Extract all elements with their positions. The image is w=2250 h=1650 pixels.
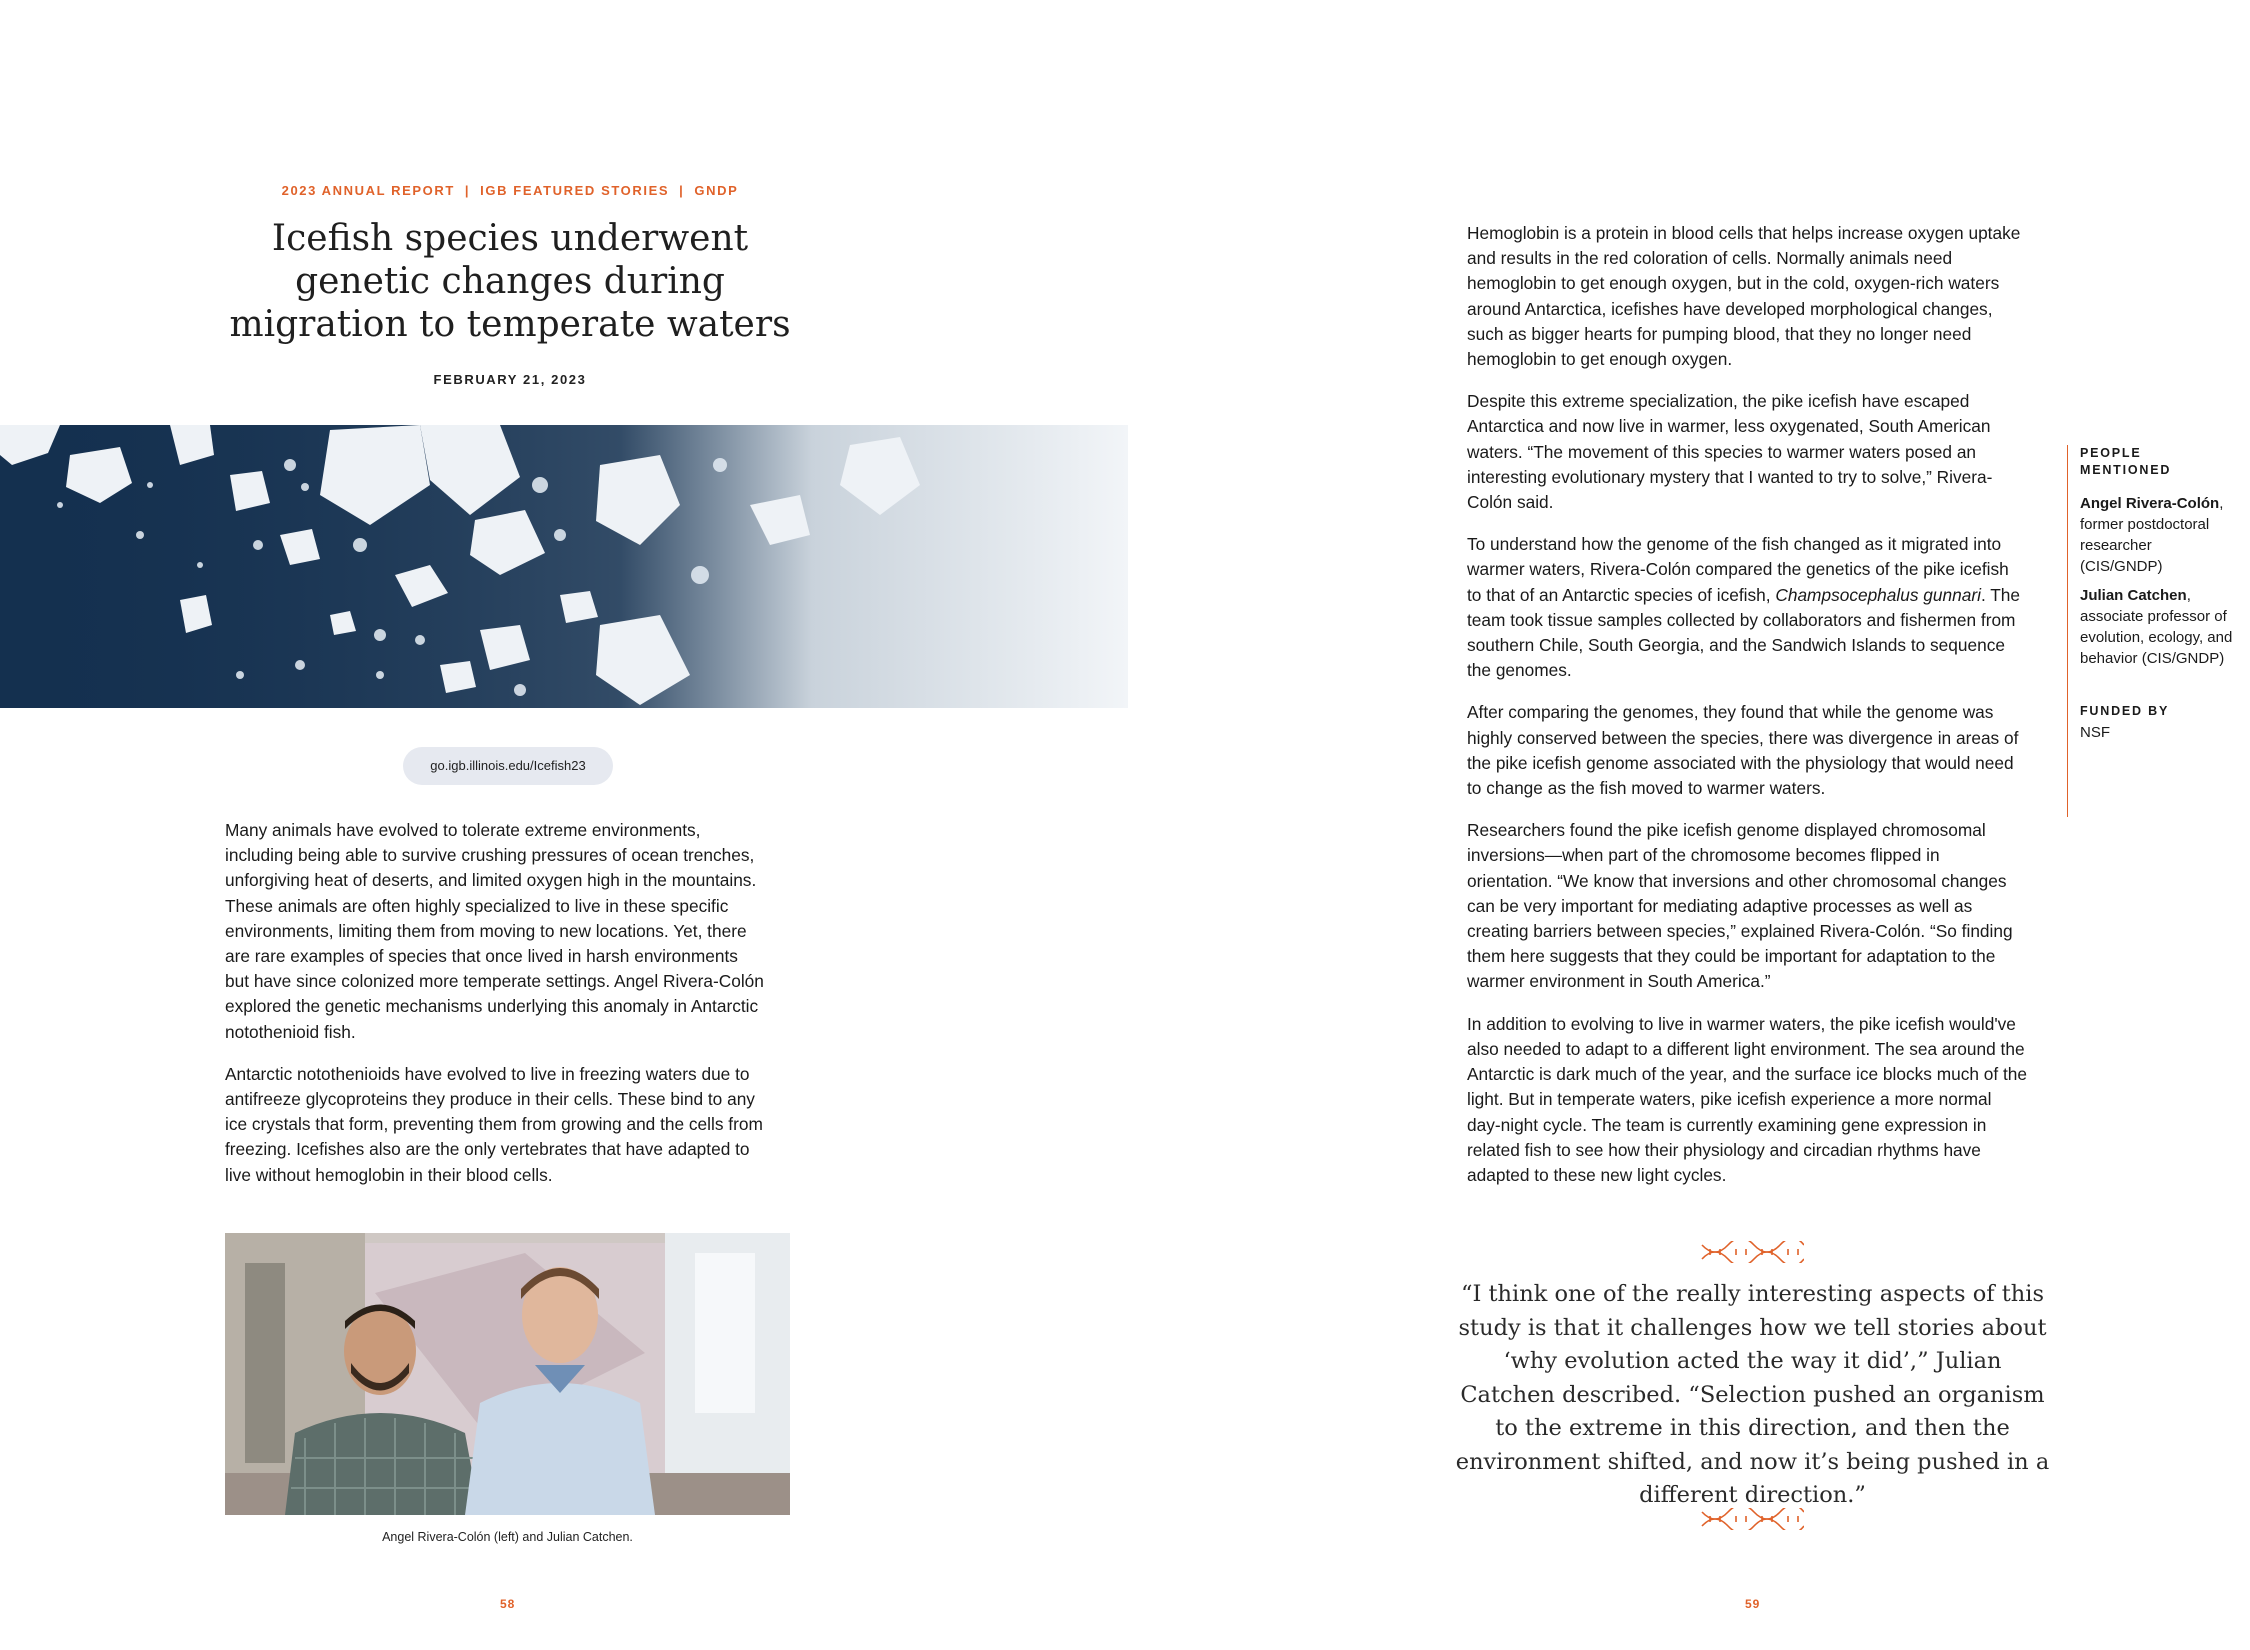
kicker-separator: | (679, 183, 685, 198)
researchers-photo-illustration (225, 1233, 790, 1515)
body-paragraph: Researchers found the pike icefish genome displayed chromosomal inversions—when part of the chromosome becomes flipped in orientation. “We know that inversions and other chromosomal changes can be very important for mediating adaptive processes as well as creating barriers between species,” explained Rivera-Colón. “So finding them here suggests that they could be important for adaptation to the warmer environment in South America.” (1467, 820, 2013, 992)
species-name: Champsocephalus gunnari (1775, 584, 1981, 605)
pull-quote: “I think one of the really interesting aspects of this study is that it challenges how we tell stories about ‘why evolution acted the way it did’,” Julian Catchen described. “Selection pushed an organism to the extreme in this direction, and then the environment shifted, and now it’s being pushed in a different direction.” (1455, 1281, 2050, 1508)
body-paragraph: In addition to evolving to live in warmer waters, the pike icefish would've also needed to adapt to a different light environment. The sea around the Antarctic is dark much of the year, and the surface ice blocks much of the light. But in temperate waters, pike icefish experience a more normal day-night cycle. The team is currently examining gene expression in related fish to see how their physiology and circadian rhythms have adapted to these new light cycles. (1467, 1013, 2027, 1185)
left-column-text (225, 818, 765, 1205)
photo-caption: Angel Rivera-Colón (left) and Julian Catchen. (382, 1530, 633, 1544)
story-link[interactable]: go.igb.illinois.edu/Icefish23 (403, 747, 613, 785)
person-entry (2080, 493, 2236, 577)
funded-by-heading: FUNDED BY (2080, 704, 2170, 718)
funder-name: NSF (2080, 724, 2110, 741)
article-title: Icefish species underwent genetic changes during migration to temperate waters (229, 218, 791, 345)
body-paragraph: Hemoglobin is a protein in blood cells that helps increase oxygen uptake and results in the red coloration of cells. Normally animals need hemoglobin to get enough oxygen, but in the cold, oxygen-rich waters around Antarctica, icefishes have developed morphological changes, such as bigger hearts for pumping blood, that they no longer need hemoglobin to get enough oxygen. (1467, 223, 2021, 370)
dna-icon (1700, 1241, 1804, 1268)
people-mentioned-heading: PEOPLE MENTIONED (2080, 446, 2172, 477)
body-paragraph: Antarctic notothenioids have evolved to live in freezing waters due to antifreeze glycoproteins they produce in their cells. These bind to any ice crystals that form, preventing them from growing and the cells from freezing. Icefishes also are the only vertebrates that have adapted to live without hemoglobin in their blood cells. (225, 1063, 763, 1185)
kicker-gndp: GNDP (694, 183, 739, 198)
dna-icon (1700, 1508, 1804, 1535)
person-entry (2080, 585, 2236, 669)
sea-ice-illustration (0, 425, 1128, 708)
body-paragraph: Despite this extreme specialization, the pike icefish have escaped Antarctica and now live in warmer, less oxygenated, South American waters. “The movement of this species to warmer waters posed an interesting evolutionary mystery that I wanted to try to solve,” Rivera-Colón said. (1467, 391, 1993, 513)
right-column-text (1467, 221, 2027, 1205)
kicker-featured-stories: IGB FEATURED STORIES (480, 183, 670, 198)
kicker-annual-report: 2023 ANNUAL REPORT (281, 183, 455, 198)
people-sidebar (2067, 445, 2236, 817)
page-number-right: 59 (1745, 1597, 1761, 1611)
sea-ice-hero-image (0, 425, 1128, 708)
paragraph-text: To understand how the genome of the fish changed as it migrated into warmer waters, Rivera-Colón compared the genetics of the pike icefish to that of an Antarctic species of icefish, (1467, 534, 2009, 605)
body-paragraph (1467, 532, 2027, 683)
person-role: , former postdoctoral researcher (CIS/GNDP) (2080, 495, 2224, 575)
kicker-separator: | (464, 183, 471, 198)
body-paragraph: After comparing the genomes, they found that while the genome was highly conserved between the species, there was divergence in areas of the pike icefish genome associated with the physiology that would need to change as the fish moved to warmer waters. (1467, 702, 2019, 799)
section-kicker (220, 183, 800, 198)
person-name: Julian Catchen (2080, 587, 2187, 604)
body-paragraph: Many animals have evolved to tolerate extreme environments, including being able to survive crushing pressures of ocean trenches, unforgiving heat of deserts, and limited oxygen high in the mountains. These animals are often highly specialized to live in these specific environments, limiting them from moving to new locations. Yet, there are rare examples of species that once lived in harsh environments but have since colonized more temperate settings. Angel Rivera-Colón explored the genetic mechanisms underlying this anomaly in Antarctic notothenioid fish. (225, 820, 764, 1042)
paragraph-text: . The team took tissue samples collected by collaborators and fishermen from southern Chile, South Georgia, and the Sandwich Islands to sequence the genomes. (1467, 584, 2021, 681)
page-number-left: 58 (500, 1597, 516, 1611)
person-name: Angel Rivera-Colón (2080, 495, 2220, 512)
article-date: FEBRUARY 21, 2023 (433, 372, 587, 387)
person-role: , associate professor of evolution, ecology, and behavior (CIS/GNDP) (2080, 587, 2233, 667)
researchers-photo (225, 1233, 790, 1515)
